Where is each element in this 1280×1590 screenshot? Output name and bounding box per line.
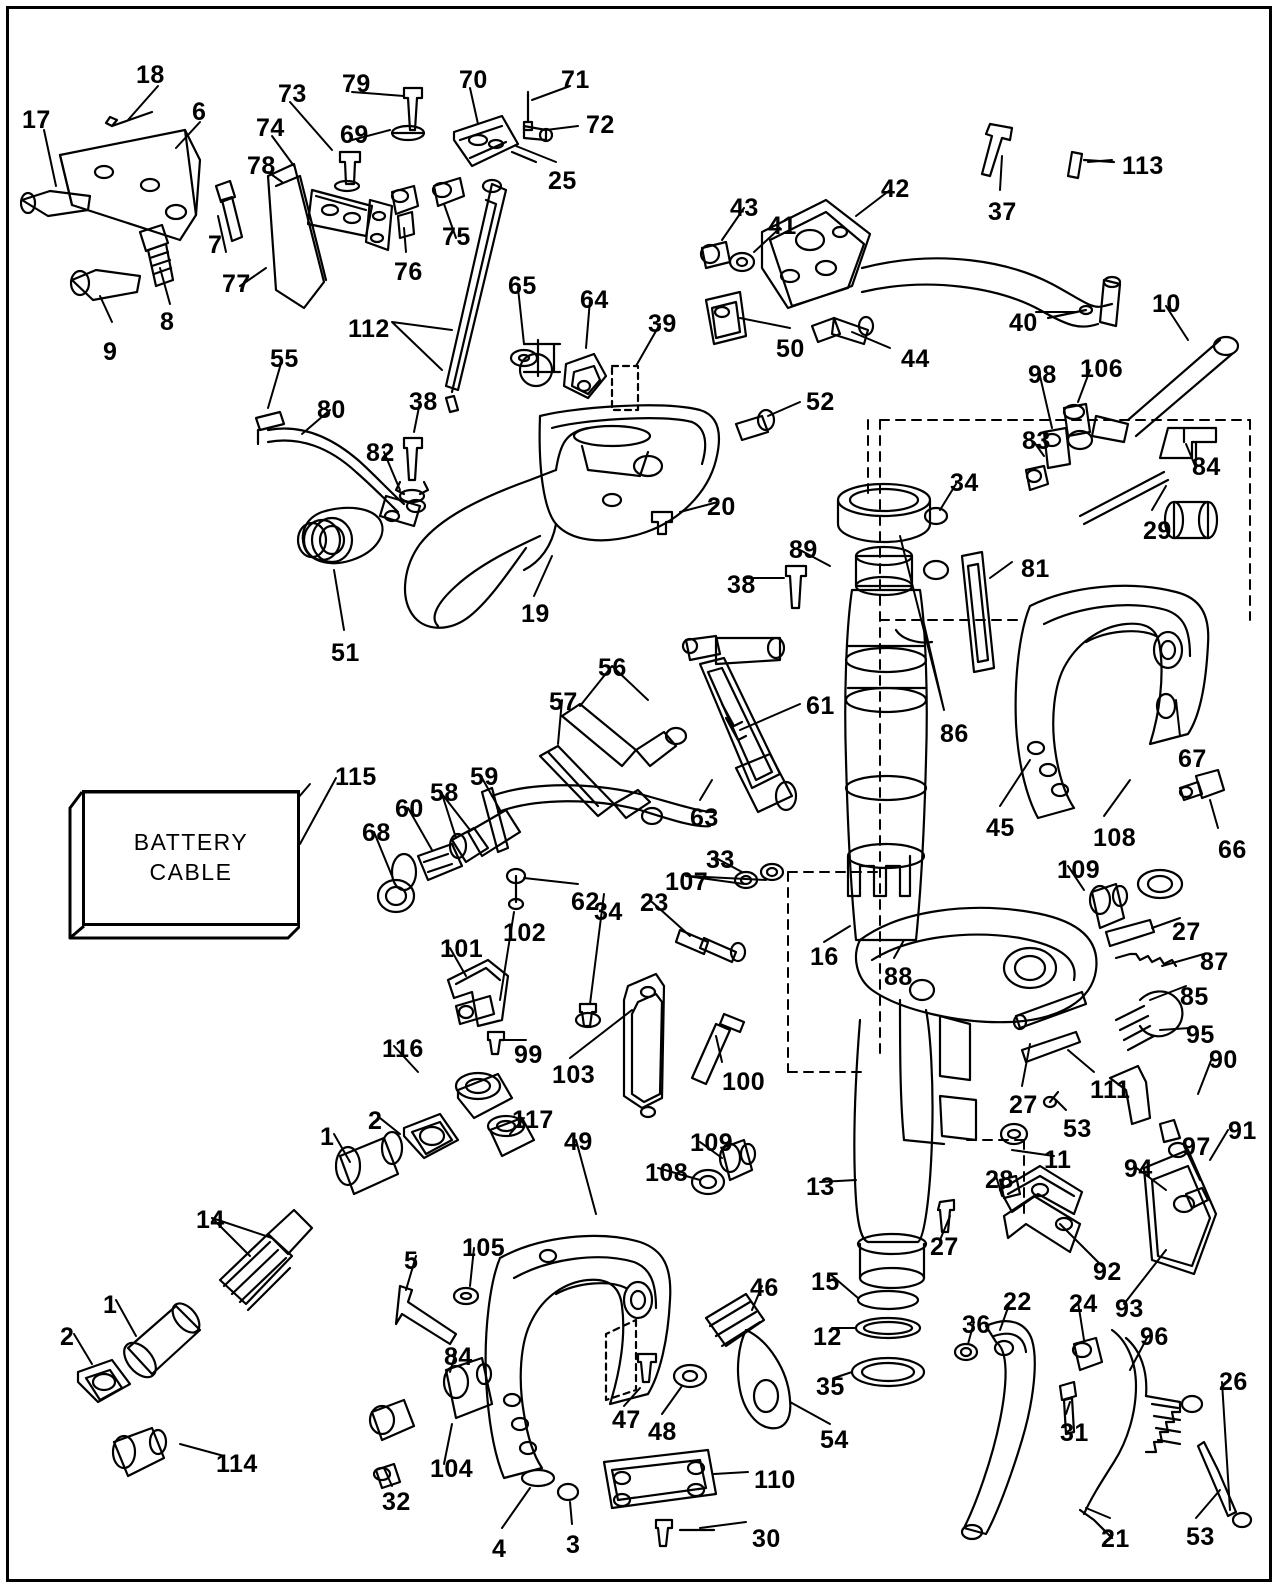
- callout-number: 74: [256, 114, 285, 142]
- callout-number: 94: [1124, 1155, 1153, 1183]
- battery-box-3d-edges: [68, 790, 300, 940]
- callout-number: 3: [566, 1531, 581, 1559]
- callout-number: 13: [806, 1173, 835, 1201]
- callout-number: 88: [884, 963, 913, 991]
- callout-number: 42: [881, 175, 910, 203]
- callout-number: 5: [404, 1247, 419, 1275]
- callout-number: 59: [470, 763, 499, 791]
- callout-number: 27: [930, 1233, 959, 1261]
- callout-number: 60: [395, 795, 424, 823]
- callout-number: 46: [750, 1274, 779, 1302]
- part-group-stern-bracket-left: [486, 1236, 671, 1478]
- callout-number: 56: [598, 654, 627, 682]
- callout-number: 8: [160, 308, 175, 336]
- callout-number: 113: [1122, 152, 1164, 180]
- callout-number: 40: [1009, 309, 1038, 337]
- callout-number: 110: [754, 1466, 796, 1494]
- callout-number: 77: [222, 270, 251, 298]
- callout-number: 18: [136, 61, 165, 89]
- callout-number: 85: [1180, 983, 1209, 1011]
- callout-number: 20: [707, 493, 736, 521]
- callout-number: 45: [986, 814, 1015, 842]
- callout-number: 26: [1219, 1368, 1248, 1396]
- callout-number: 43: [730, 194, 759, 222]
- part-group-swivel-bracket-88: [856, 908, 1096, 1144]
- callout-number: 73: [278, 80, 307, 108]
- callout-number: 19: [521, 600, 550, 628]
- callout-number: 105: [462, 1234, 506, 1262]
- callout-number: 11: [1044, 1146, 1072, 1174]
- callout-number: 63: [690, 804, 719, 832]
- callout-number: 111: [1090, 1076, 1131, 1104]
- callout-number: 1: [320, 1123, 335, 1151]
- callout-number: 14: [196, 1206, 225, 1234]
- part-group-right-upper: [1026, 337, 1238, 538]
- callout-number: 17: [22, 106, 51, 134]
- callout-number: 82: [366, 439, 395, 467]
- callout-number: 109: [1057, 856, 1101, 884]
- callout-number: 7: [208, 231, 223, 259]
- battery-cable-label-line1: BATTERY: [133, 829, 249, 856]
- battery-cable-label-line2: CABLE: [149, 859, 233, 885]
- callout-number: 100: [722, 1068, 766, 1096]
- callout-number: 32: [382, 1488, 411, 1516]
- callout-number: 48: [648, 1418, 677, 1446]
- callout-number: 98: [1028, 361, 1057, 389]
- callout-number: 87: [1200, 948, 1229, 976]
- callout-number: 35: [816, 1373, 845, 1401]
- callout-number: 2: [60, 1323, 75, 1351]
- callout-number: 97: [1182, 1133, 1211, 1161]
- battery-cable-box: [68, 790, 300, 940]
- callout-number: 65: [508, 272, 537, 300]
- callout-number: 58: [430, 779, 459, 807]
- callout-number: 84: [1192, 453, 1221, 481]
- callout-number: 10: [1152, 290, 1181, 318]
- callout-number: 41: [768, 212, 797, 240]
- callout-number: 23: [640, 889, 669, 917]
- callout-number: 39: [648, 310, 677, 338]
- callout-number: 21: [1101, 1525, 1130, 1553]
- callout-number: 103: [552, 1061, 596, 1089]
- part-group-rods-111: [1014, 992, 1086, 1107]
- part-group-113: [1068, 152, 1114, 178]
- callout-number: 101: [440, 935, 484, 963]
- callout-number: 102: [503, 919, 547, 947]
- callout-number: 62: [571, 888, 600, 916]
- callout-number: 72: [586, 111, 615, 139]
- callout-number: 53: [1186, 1523, 1215, 1551]
- callout-number: 44: [901, 345, 930, 373]
- callout-number: 15: [811, 1268, 840, 1296]
- callout-number: 108: [1093, 824, 1137, 852]
- part-group-cable-80: [256, 412, 428, 563]
- callout-number: 16: [810, 943, 839, 971]
- part-group-top-left: [21, 112, 242, 300]
- callout-number: 47: [612, 1406, 641, 1434]
- callout-number: 92: [1093, 1258, 1122, 1286]
- callout-number: 81: [1021, 555, 1050, 583]
- callout-number: 106: [1080, 355, 1124, 383]
- callout-number: 68: [362, 819, 391, 847]
- callout-number: 51: [331, 639, 360, 667]
- callout-number: 112: [348, 315, 390, 343]
- callout-number: 96: [1140, 1323, 1169, 1351]
- part-group-lever-77: [268, 164, 392, 308]
- callout-number: 6: [192, 98, 207, 126]
- callout-number: 116: [382, 1035, 424, 1063]
- callout-number: 36: [962, 1311, 991, 1339]
- callout-number: 57: [549, 688, 578, 716]
- callout-number: 91: [1228, 1117, 1257, 1145]
- callout-number: 83: [1022, 427, 1051, 455]
- part-group-37: [982, 124, 1012, 176]
- callout-number: 25: [548, 167, 577, 195]
- callout-number: 79: [342, 70, 371, 98]
- callout-number: 95: [1186, 1021, 1215, 1049]
- callout-number: 80: [317, 396, 346, 424]
- callout-number: 117: [512, 1106, 554, 1134]
- callout-number: 69: [340, 121, 369, 149]
- callout-number: 114: [216, 1450, 258, 1478]
- callout-number: 34: [950, 469, 979, 497]
- part-group-bushings-left: [78, 1073, 534, 1476]
- callout-number: 9: [103, 338, 118, 366]
- callout-number: 12: [813, 1323, 842, 1351]
- callout-number: 50: [776, 335, 805, 363]
- callout-number: 108: [645, 1159, 689, 1187]
- callout-number: 2: [368, 1107, 383, 1135]
- callout-number: 71: [561, 66, 590, 94]
- callout-number: 22: [1003, 1288, 1032, 1316]
- callout-number: 38: [409, 388, 438, 416]
- callout-number: 75: [442, 223, 471, 251]
- callout-number: 27: [1009, 1091, 1038, 1119]
- callout-number: 64: [580, 286, 609, 314]
- callout-number: 38: [727, 571, 756, 599]
- callout-number: 31: [1060, 1419, 1089, 1447]
- callout-number: 99: [514, 1041, 543, 1069]
- callout-number: 86: [940, 720, 969, 748]
- callout-number: 1: [103, 1291, 118, 1319]
- callout-number: 37: [988, 198, 1017, 226]
- callout-number: 30: [752, 1525, 781, 1553]
- callout-number: 76: [394, 258, 423, 286]
- callout-number: 29: [1143, 517, 1172, 545]
- callout-number: 49: [564, 1128, 593, 1156]
- part-group-46-54: [706, 1294, 790, 1428]
- callout-number: 66: [1218, 836, 1247, 864]
- callout-number: 33: [706, 846, 735, 874]
- callout-number: 24: [1069, 1290, 1098, 1318]
- callout-number: 28: [985, 1166, 1014, 1194]
- callout-number: 27: [1172, 918, 1201, 946]
- callout-number: 54: [820, 1426, 849, 1454]
- callout-number: 55: [270, 345, 299, 373]
- callout-number: 107: [665, 868, 709, 896]
- callout-number: 115: [335, 763, 377, 791]
- callout-number: 109: [690, 1129, 734, 1157]
- callout-number: 84: [444, 1343, 473, 1371]
- callout-number: 104: [430, 1455, 474, 1483]
- callout-number: 4: [492, 1535, 507, 1563]
- callout-number: 61: [806, 692, 835, 720]
- callout-number: 78: [247, 152, 276, 180]
- part-group-top-right-lever: [701, 200, 1120, 327]
- callout-number: 90: [1209, 1046, 1238, 1074]
- callout-number: 52: [806, 388, 835, 416]
- callout-number: 89: [789, 536, 818, 564]
- callout-number: 67: [1178, 745, 1207, 773]
- callout-number: 34: [594, 898, 623, 926]
- callout-number: 70: [459, 66, 488, 94]
- part-group-39: [612, 366, 638, 410]
- part-group-rings: [858, 1291, 918, 1309]
- callout-number: 53: [1063, 1115, 1092, 1143]
- callout-number: 93: [1115, 1295, 1144, 1323]
